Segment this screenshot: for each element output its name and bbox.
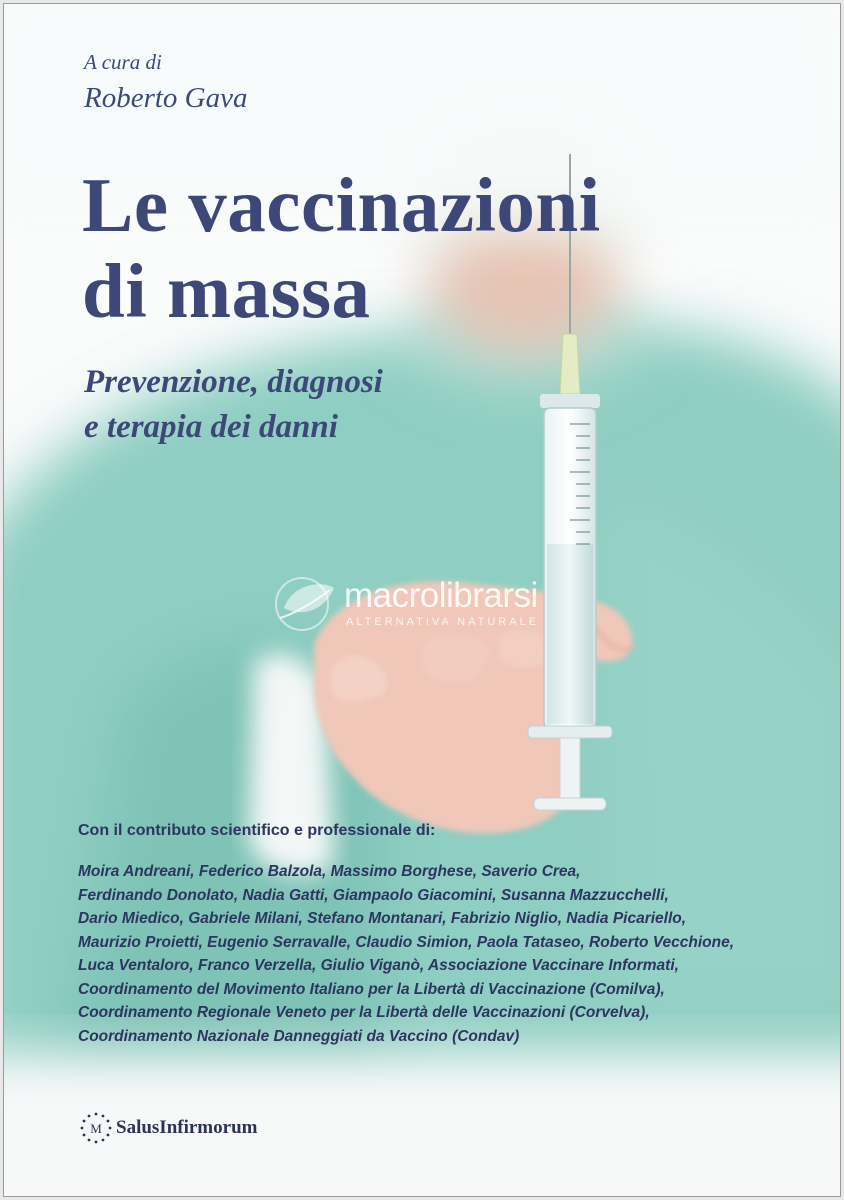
contributor-line: Ferdinando Donolato, Nadia Gatti, Giampaolo Giacomini, Susanna Mazzucchelli, xyxy=(78,886,669,904)
contributor-line: Coordinamento del Movimento Italiano per la Libertà di Vaccinazione (Comilva), xyxy=(78,980,665,998)
contributor-line: Maurizio Proietti, Eugenio Serravalle, Claudio Simion, Paola Tataseo, Roberto Vecchione, xyxy=(78,933,735,951)
watermark-brand: macrolibrarsi xyxy=(344,576,538,615)
contributor-line: Coordinamento Regionale Veneto per la Libertà delle Vaccinazioni (Corvelva), xyxy=(78,1004,650,1021)
contributors-list xyxy=(78,860,798,1048)
watermark xyxy=(274,574,594,634)
watermark-tagline: ALTERNATIVA NATURALE xyxy=(346,616,540,628)
book-subtitle xyxy=(84,360,644,450)
contributor-line: Dario Miedico, Gabriele Milani, Stefano Montanari, Fabrizio Niglio, Nadia Picariello, xyxy=(78,910,687,927)
title-line-2: di massa xyxy=(82,248,371,334)
subtitle-line-2: e terapia dei danni xyxy=(84,409,338,445)
star-ring-logo-icon xyxy=(78,1110,114,1146)
contributors-heading: Con il contributo scientifico e professionale di: xyxy=(78,822,436,839)
contributor-line: Coordinamento Nazionale Danneggiati da Vaccino (Condav) xyxy=(78,1027,520,1045)
contributor-line: Moira Andreani, Federico Balzola, Massimo Borghese, Saverio Crea, xyxy=(78,863,581,880)
contributor-line: Luca Ventaloro, Franco Verzella, Giulio Viganò, Associazione Vaccinare Informati, xyxy=(78,957,679,974)
curator-prefix: A cura di xyxy=(84,50,162,74)
book-title xyxy=(82,162,802,334)
book-cover xyxy=(3,3,841,1197)
publisher-name: SalusInfirmorum xyxy=(116,1117,258,1138)
title-line-1: Le vaccinazioni xyxy=(82,162,601,248)
subtitle-line-1: Prevenzione, diagnosi xyxy=(84,364,383,400)
svg-text:M: M xyxy=(90,1121,102,1136)
curator-name: Roberto Gava xyxy=(84,82,248,114)
leaf-logo-icon xyxy=(274,574,340,634)
